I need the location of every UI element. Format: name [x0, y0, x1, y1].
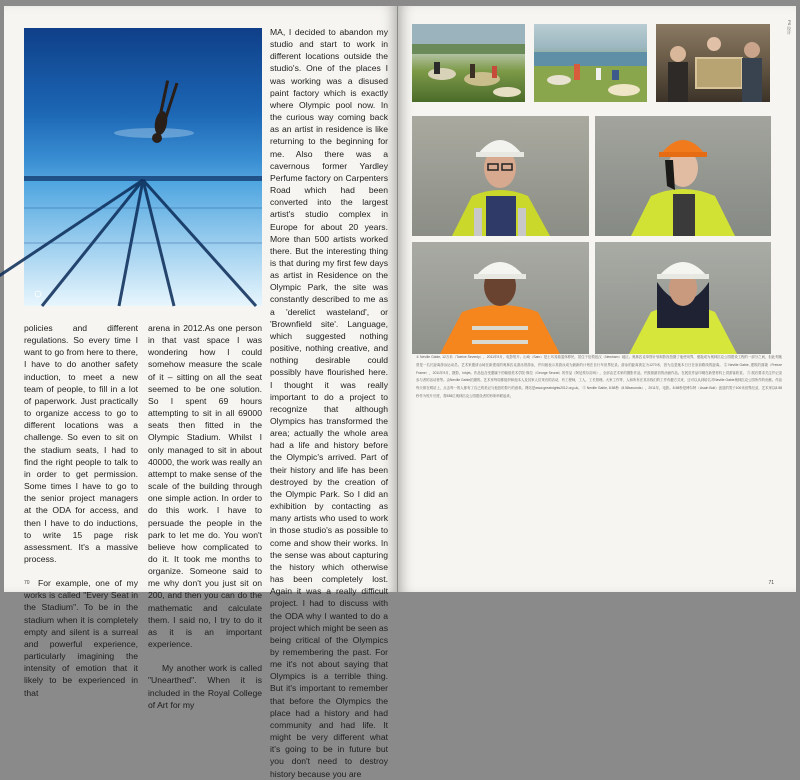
section-label: PS 设计 [787, 20, 792, 35]
portrait-worker-headscarf [595, 242, 771, 354]
portrait-worker-orange-helmet [595, 116, 771, 236]
thumbnail-seurat-scene [534, 24, 647, 102]
thumbnail-picnic-painting [412, 24, 525, 102]
page-number-right: 71 [768, 580, 774, 586]
left-page [4, 6, 397, 779]
paragraph-artist-residence: MA, I decided to abandon my studio and start to work in different locations outside the studio's. One of the places I was working was a disused paint factory which is exactly where Olympic pool now. In the curious way coming back as an artist in residence is like returning to the beginning for me. Also there was a cavernous former Yardley Perfume factory on Carpenters Road which had been converted into the largest artist's studio complex in Europe for about 20 years. More than 500 artists worked there. But the interesting thing is that during my first few days as artist in Residence on the Olympic Park, the site was constantly described to me as a 'derelict wasteland', or 'Brownfield site'. Language, which suggested nothing positive, nothing creative, and nothing desirable could possibly have flourished here. I thought it was really important to do a project to recognize that although Olympics has transformed the area; actually the whole area had a life and history before the Olympic's arrived. Part of their history and life has been destroyed by the creation of the Olympic Park. So I did an exhibition by contacting as many artists who used to work in those studio's as possible to come and show their works. In the sense was about capturing the history which otherwise has been completely lost. Again it was a really difficult project. I had to discuss with the ODA why I wanted to do a project which might be seen as being critical of the Olympics by remembering the past. For me it's not about saying that Olympics is a terrible thing. But it's important to remember that before the Olympics the place had a history and had community and had life. It might be very different what it's going to be in future but you don't need to destroy history because you are [270, 27, 388, 779]
left-column-top [270, 26, 388, 780]
paragraph-every-seat: For example, one of my works is called "Every Seat in the Stadium". To be in the stadium when it is completely empty and silent is a surreal and powerful experience, particularly imagining the intensity of emotion that it likely to be experienced in that [24, 578, 138, 698]
right-page [398, 6, 796, 592]
swimming-pool-photo [24, 28, 262, 306]
paragraph-safety-induction: policies and different regulations. So every time I want to go from here to there, I have to do another safety induction, to meet a new team of people, to fill in a lot of paperwork. Just practically to organize access to go to different locations was a challenge. So even to sit on the stadium seats, I had to find the right people to talk to in order to get permission. Some times I have to go to the senior project managers at the ODA for access, and then I have to do inductions, to write 15 page risk assessment. It's a massive process. [24, 323, 138, 564]
figure-caption: ① Neville Gabie, 12万米（Twelve Seventy），2011年9月，电影短片。山崎（Sam）是土耳其裔退休移民，居住于伦敦纽汉（Newham）地区。奥林匹克草图计划和影视拍摄了他使用界，便拖成为奥林匹克公园建设工程的一部分之间，但此刻她曾是一名长距离游泳运动员。艺术家邀请山崎在新建成的奥林匹克游泳馆游泳，并向她表示其游泳成为最新的计划在自行车世界纪录。游泳的距离被定为1270米，因为这是她本日日在泉前路线的距离。 ② Neville Gabie, 建筑的面貌（Freeze Frame），2011年9月，摄影，Inkjet。作品包含受邀属于伯翰基美术学院·修拉（George Seurat）的作品《阿尼埃尔浴场》，全部由艺术家的摄影作品，并鼓励最初的油画作品。在展览作品印刷在新型材料上供游客欣赏。 ③ 展后要求关注并记录参与者的活动者等。由Neville Gabie拍摄的。艺术家每周都组织和他本人及其家人们采访的活动，有工程师，工人，工长管理。大家工作等，人和所有在其乐线们的工作有趣方式来，还可以从到给名对Neville Gabie奥林匹克公园所作的贡献。作品每天都在网站上，点击每一的人都有了自己的美记与他拍的影片的意象。网站是www.greatnights2012.org.uk。 ④ Neville Gabie, 8.58秒（8.58seconds），2011年，电影。8.58秒是博尔特（Usain Bolt）创造的男子100米世界纪录，艺术家以8.58秒作为短片长度，将538位奥林匹克公园建设者的形象串联起来。 [416, 355, 782, 398]
thumbnail-group-viewing-painting [656, 24, 770, 102]
paragraph-unearthed: My another work is called "Unearthed". When it is included in the Royal College of Art for my [148, 663, 262, 710]
paragraph-olympic-stadium: arena in 2012.As one person in that vast space I was wondering how I could somehow measure the scale of it – sitting on all the seat seemed to be one solution. So I spent 69 hours attempting to sit in all 69000 seats then fitted in the Olympic Stadium. Whilst I only managed to sit in about 40000, the work was really an attempt to make sense of the scale of the building through one simple action. In order to do this work. I have to persuade the people in the park to let me do. You won't believe how complicated to do it. It took me months to organize. Someone said to me why don't you just sit on 200, and then you can do the mathematic and calculate them. I said no, I try to do it as it is an important experience. [148, 323, 262, 650]
pool-illustration [24, 28, 262, 306]
portrait-worker-orange-jacket [412, 242, 589, 354]
left-column-2 [148, 322, 262, 711]
left-column-1 [24, 322, 138, 699]
portrait-worker-glasses [412, 116, 589, 236]
page-number-left: 70 [24, 580, 30, 586]
